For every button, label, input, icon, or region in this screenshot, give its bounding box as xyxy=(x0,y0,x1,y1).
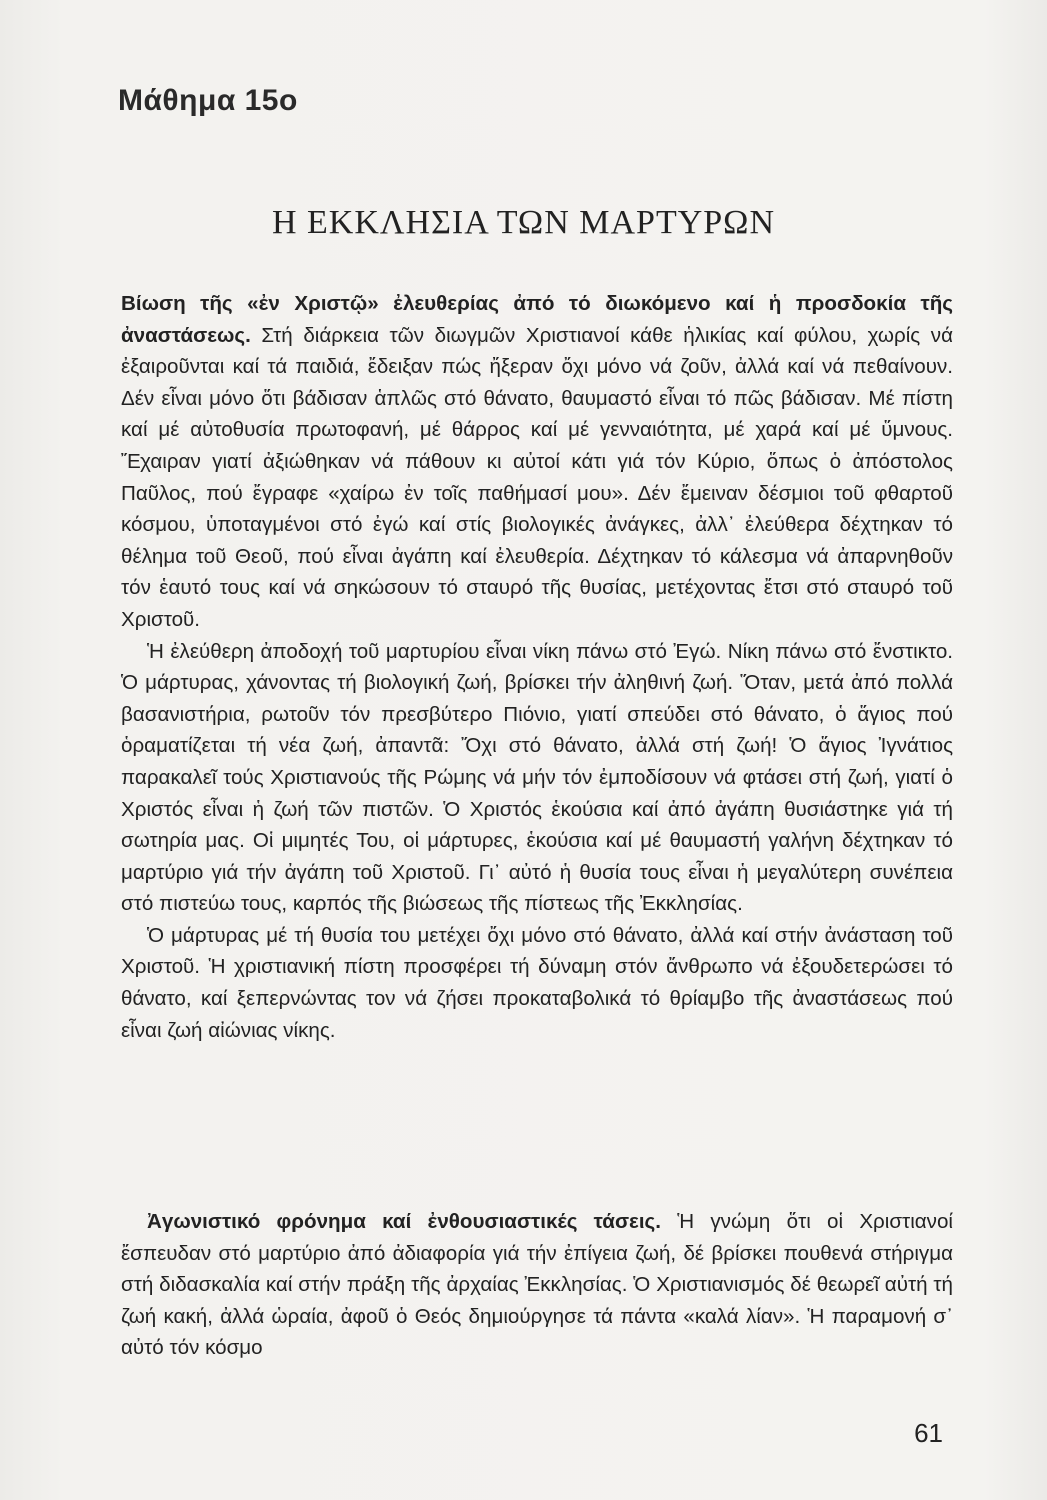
section-martyrdom-freedom xyxy=(121,288,953,1046)
lesson-label: Μάθημα 15ο xyxy=(118,84,298,117)
section-heading-2: Ἀγωνιστικό φρόνημα καί ἐνθουσιαστικές τάσεις. xyxy=(147,1210,661,1233)
paragraph-4 xyxy=(121,1206,953,1364)
section-heading-1: Βίωση τῆς «ἐν Χριστῷ» ἐλευθερίας ἀπό τό διωκόμενο καί ἡ προσδοκία τῆς ἀναστάσεως. xyxy=(121,292,953,347)
paragraph-1 xyxy=(121,288,953,636)
paragraph-3: Ὁ μάρτυρας μέ τή θυσία του μετέχει ὄχι μόνο στό θάνατο, ἀλλά καί στήν ἀνάσταση τοῦ Χριστοῦ. Ἡ χριστιανική πίστη προσφέρει τή δύναμη στόν ἄνθρωπο νά ἐξουδετερώσει τό θάνατο, καί ξεπερνώντας τον νά ζήσει προκαταβολικά τό θρίαμβο τῆς ἀναστάσεως πού εἶναι ζωή αἰώνιας νίκης. xyxy=(121,923,953,1042)
page-number: 61 xyxy=(914,1418,943,1448)
paragraph-1-text: Στή διάρκεια τῶν διωγμῶν Χριστιανοί κάθε ἡλικίας καί φύλου, χωρίς νά ἐξαιροῦνται καί τά παιδιά, ἔδειξαν πώς ἤξεραν ὄχι μόνο νά ζοῦν, ἀλλά καί νά πεθαίνουν. Δέν εἶναι μόνο ὅτι βάδισαν ἁπλῶς στό θάνατο, θαυμαστό εἶναι τό πῶς βάδισαν. Μέ πίστη καί μέ αὐτοθυσία πρωτοφανή, μέ θάρρος καί μέ γενναιότητα, μέ χαρά καί μέ ὕμνους. Ἔχαιραν γιατί ἀξιώθηκαν νά πάθουν κι αὐτοί κάτι γιά τόν Κύριο, ὅπως ὁ ἀπόστολος Παῦλος, πού ἔγραφε «χαίρω ἐν τοῖς παθήμασί μου». Δέν ἔμειναν δέσμιοι τοῦ φθαρτοῦ κόσμου, ὑποταγμένοι στό ἐγώ καί στίς βιολογικές ἀνάγκες, ἀλλ᾽ ἐλεύθερα δέχτηκαν τό θέλημα τοῦ Θεοῦ, πού εἶναι ἀγάπη καί ἐλευθερία. Δέχτηκαν τό κάλεσμα νά ἀπαρνηθοῦν τόν ἑαυτό τους καί νά σηκώσουν τό σταυρό τῆς θυσίας, μετέχοντας ἔτσι στό σταυρό τοῦ Χριστοῦ. xyxy=(121,323,953,631)
section-militant-spirit xyxy=(121,1206,953,1364)
paragraph-4-text: Ἡ γνώμη ὅτι οἱ Χριστιανοί ἔσπευδαν στό μαρτύριο ἀπό ἀδιαφορία γιά τήν ἐπίγεια ζωή, δέ βρίσκει πουθενά στήριγμα στή διδασκαλία καί στήν πράξη τῆς ἀρχαίας Ἐκκλησίας. Ὁ Χριστιανισμός δέ θεωρεῖ αὐτή τή ζωή κακή, ἀλλά ὡραία, ἀφοῦ ὁ Θεός δημιούργησε τά πάντα «καλά λίαν». Ἡ παραμονή σ᾽ αὐτό τόν κόσμο xyxy=(121,1210,953,1360)
chapter-title: Η ΕΚΚΛΗΣΙΑ ΤΩΝ ΜΑΡΤΥΡΩΝ xyxy=(271,204,776,241)
paragraph-2: Ἡ ἐλεύθερη ἀποδοχή τοῦ μαρτυρίου εἶναι νίκη πάνω στό Ἐγώ. Νίκη πάνω στό ἔνστικτο. Ὁ μάρτυρας, χάνοντας τή βιολογική ζωή, βρίσκει τήν ἀληθινή ζωή. Ὅταν, μετά ἀπό πολλά βασανιστήρια, ρωτοῦν τόν πρεσβύτερο Πιόνιο, γιατί σπεύδει στό θάνατο, ὁ ἅγιος πού ὁραματίζεται τή νέα ζωή, ἀπαντᾶ: Ὄχι στό θάνατο, ἀλλά στή ζωή! Ὁ ἅγιος Ἰγνάτιος παρακαλεῖ τούς Χριστιανούς τῆς Ρώμης νά μήν τόν ἐμποδίσουν νά φτάσει στή ζωή, γιατί ὁ Χριστός εἶναι ἡ ζωή τῶν πιστῶν. Ὁ Χριστός ἑκούσια καί ἀπό ἀγάπη θυσιάστηκε γιά τή σωτηρία μας. Οἱ μιμητές Του, οἱ μάρτυρες, ἑκούσια καί μέ θαυμαστή γαλήνη δέχτηκαν τό μαρτύριο γιά τήν ἀγάπη τοῦ Χριστοῦ. Γι᾽ αὐτό ἡ θυσία τους εἶναι ἡ μεγαλύτερη συνέπεια στό πιστεύω τους, καρπός τῆς βιώσεως τῆς πίστεως τῆς Ἐκκλησίας. xyxy=(121,639,953,916)
